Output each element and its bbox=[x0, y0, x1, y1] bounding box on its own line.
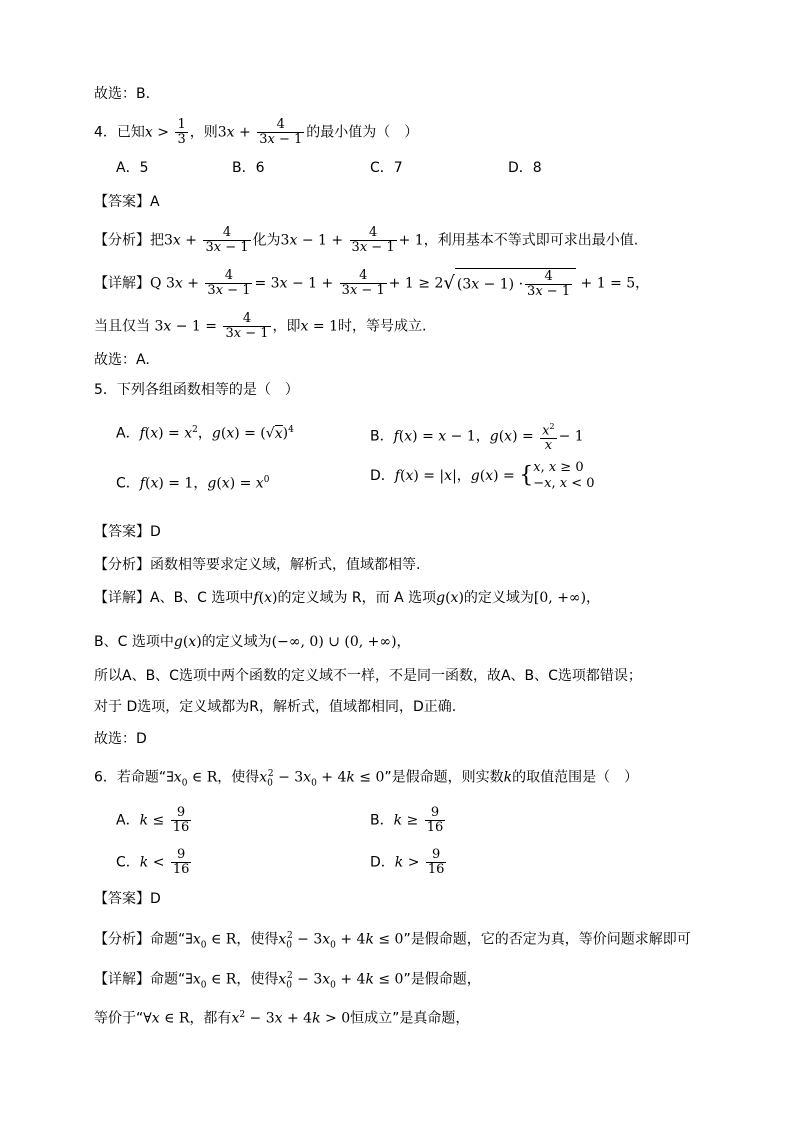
q6-answer: 【答案】D bbox=[94, 891, 161, 907]
q5-option-a: A．$f(x) = x^2$，$g(x) = (√x)^4$ bbox=[116, 425, 294, 442]
q5-stem: 5．下列各组函数相等的是（ ） bbox=[94, 382, 299, 398]
q5-answer: 【答案】D bbox=[94, 524, 161, 540]
q6-number: 6． bbox=[94, 769, 117, 786]
q5-analysis: 【分析】函数相等要求定义域，解析式，值域都相等. bbox=[94, 557, 421, 573]
q6-detail-equivalent: 等价于“∀x ∈ R，都有$x^2 - 3x + 4k > 0$恒成立”是真命题， bbox=[94, 1010, 470, 1027]
q5-option-b: B．f(x) = x − 1，g(x) = $\frac{x^2}{x}$ − 1 bbox=[370, 422, 584, 454]
q6-stem: 6．若命题“$\exists x_0$ ∈ R，使得$x_0^2 - 3x_0 + 4k \le 0$”是假命题，则实数k的取值范围是（ ） bbox=[94, 769, 639, 789]
prev-choice: 故选：B. bbox=[94, 86, 151, 102]
q4-option-b: B．6 bbox=[232, 160, 265, 176]
q5-option-c: C．f(x) = 1，$g(x) = x^0$ bbox=[116, 475, 270, 492]
q5-detail-line2: B、C 选项中g(x)的定义域为(−∞, 0) ∪ (0, +∞)， bbox=[94, 634, 411, 650]
q4-option-a: A．5 bbox=[116, 160, 149, 176]
q5-detail-line4: 对于 D选项，定义域都为R，解析式，值域都相同，D正确. bbox=[94, 699, 457, 715]
q5-detail-line3: 所以A、B、C选项中两个函数的定义域不一样，不是同一函数，故A、B、C选项都错误； bbox=[94, 668, 642, 684]
q4-option-c: C．7 bbox=[370, 160, 403, 176]
q4-option-d: D．8 bbox=[508, 160, 542, 176]
q5-choice: 故选：D bbox=[94, 731, 147, 747]
q6-option-d: D．k > $\frac{9}{16}$ bbox=[370, 847, 445, 877]
q4-choice: 故选：A. bbox=[94, 352, 150, 368]
q5-number: 5． bbox=[94, 382, 117, 398]
q5-option-d: D．f(x) = |x|，g(x) = { x, x ≥ 0 −x, x < 0 bbox=[370, 460, 595, 491]
q4-number: 4． bbox=[94, 124, 117, 141]
q5-detail-line1: 【详解】A、B、C 选项中f(x)的定义域为 R，而 A 选项g(x)的定义域为[0, +∞)， bbox=[94, 590, 601, 606]
q6-detail: 【详解】命题“$\exists x_0$ ∈ R，使得$x_0^2 - 3x_0 + 4k \le 0$”是假命题， bbox=[94, 971, 481, 991]
q4-detail: 【详解】Q 3x + $\frac{4}{3x - 1}$ = 3x − 1 + $\frac{4}{3x - 1}$ + 1 ≥ 2√ (3x − 1) · $\frac{4}{3x - 1}$ + 1 = 5， bbox=[94, 268, 650, 299]
q4-stem: 4．已知x > $\frac{1}{3}$ ，则3x + $\frac{4}{3x - 1}$ 的最小值为（ ） bbox=[94, 117, 419, 147]
q4-analysis: 【分析】把3x + $\frac{4}{3x - 1}$ 化为3x − 1 + $\frac{4}{3x - 1}$ + 1，利用基本不等式即可求出最小值. bbox=[94, 225, 639, 255]
q6-option-a: A．k ≤ $\frac{9}{16}$ bbox=[116, 805, 190, 835]
q4-equality: 当且仅当 3x − 1 = $\frac{4}{3x - 1}$ ，即x = 1时，等号成立. bbox=[94, 311, 427, 341]
q6-option-c: C．k < $\frac{9}{16}$ bbox=[116, 847, 190, 877]
q6-analysis: 【分析】命题“$\exists x_0$ ∈ R，使得$x_0^2 - 3x_0 + 4k \le 0$”是假命题，它的否定为真，等价问题求解即可 bbox=[94, 931, 691, 951]
q4-answer: 【答案】A bbox=[94, 194, 160, 210]
q6-option-b: B．k ≥ $\frac{9}{16}$ bbox=[370, 805, 444, 835]
